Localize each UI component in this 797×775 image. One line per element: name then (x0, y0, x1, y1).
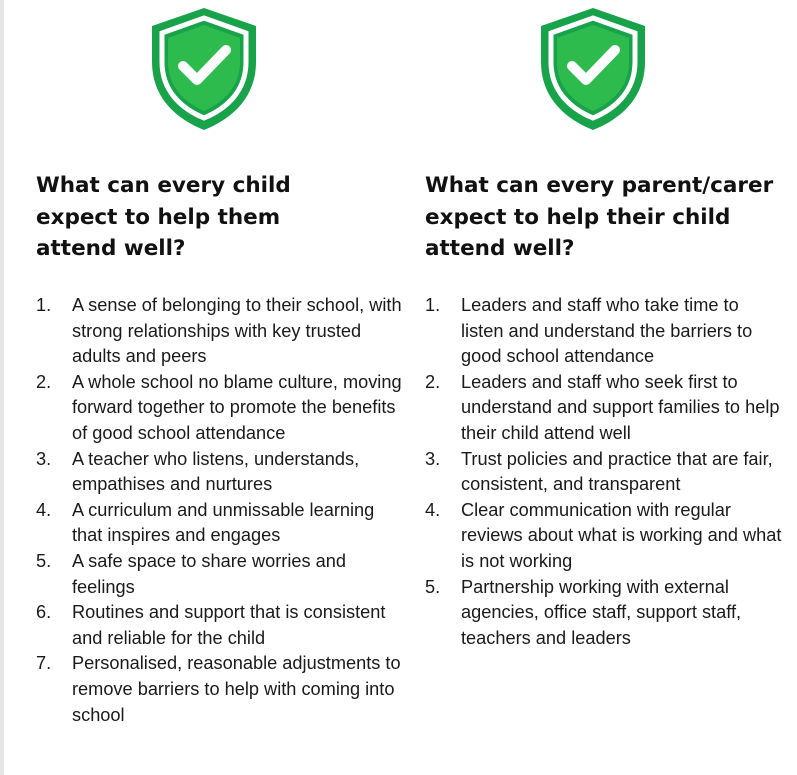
page-left-edge (0, 0, 4, 775)
list-item: 4. A curriculum and unmissable learning that inspires and engages (36, 499, 375, 546)
list-item: 1. A sense of belonging to their school, with strong relationships with key trusted adults and peers (36, 295, 402, 367)
list-item: 2. A whole school no blame culture, moving forward together to promote the benefits of good school attendance (36, 371, 402, 443)
list-item: 4. Clear communication with regular reviews about what is working and what is not working (425, 499, 782, 571)
child-heading: What can every child expect to help them attend well? (36, 173, 291, 261)
shield-check-icon-graphic (144, 4, 264, 134)
parent-heading: What can every parent/carer expect to help their child attend well? (425, 173, 774, 261)
shield-check-icon (533, 4, 653, 134)
shield-check-icon (144, 4, 264, 134)
list-item: 5. Partnership working with external agencies, office staff, support staff, teachers and leaders (425, 576, 742, 648)
shield-check-icon-graphic (533, 4, 653, 134)
list-item: 1. Leaders and staff who take time to listen and understand the barriers to good school attendance (425, 295, 753, 367)
list-item: 3. Trust policies and practice that are fair, consistent, and transparent (425, 448, 773, 495)
list-item: 6. Routines and support that is consistent and reliable for the child (36, 602, 386, 648)
list-item: 3. A teacher who listens, understands, empathises and nurtures (36, 448, 360, 495)
list-item: 2. Leaders and staff who seek first to understand and support families to help their child attend well (425, 371, 780, 443)
list-item: 7. Personalised, reasonable adjustments to remove barriers to help with coming into school (36, 653, 401, 725)
list-item: 5. A safe space to share worries and feelings (36, 550, 346, 597)
child-expectations-list (36, 293, 406, 728)
parent-expectations-list (425, 293, 785, 651)
